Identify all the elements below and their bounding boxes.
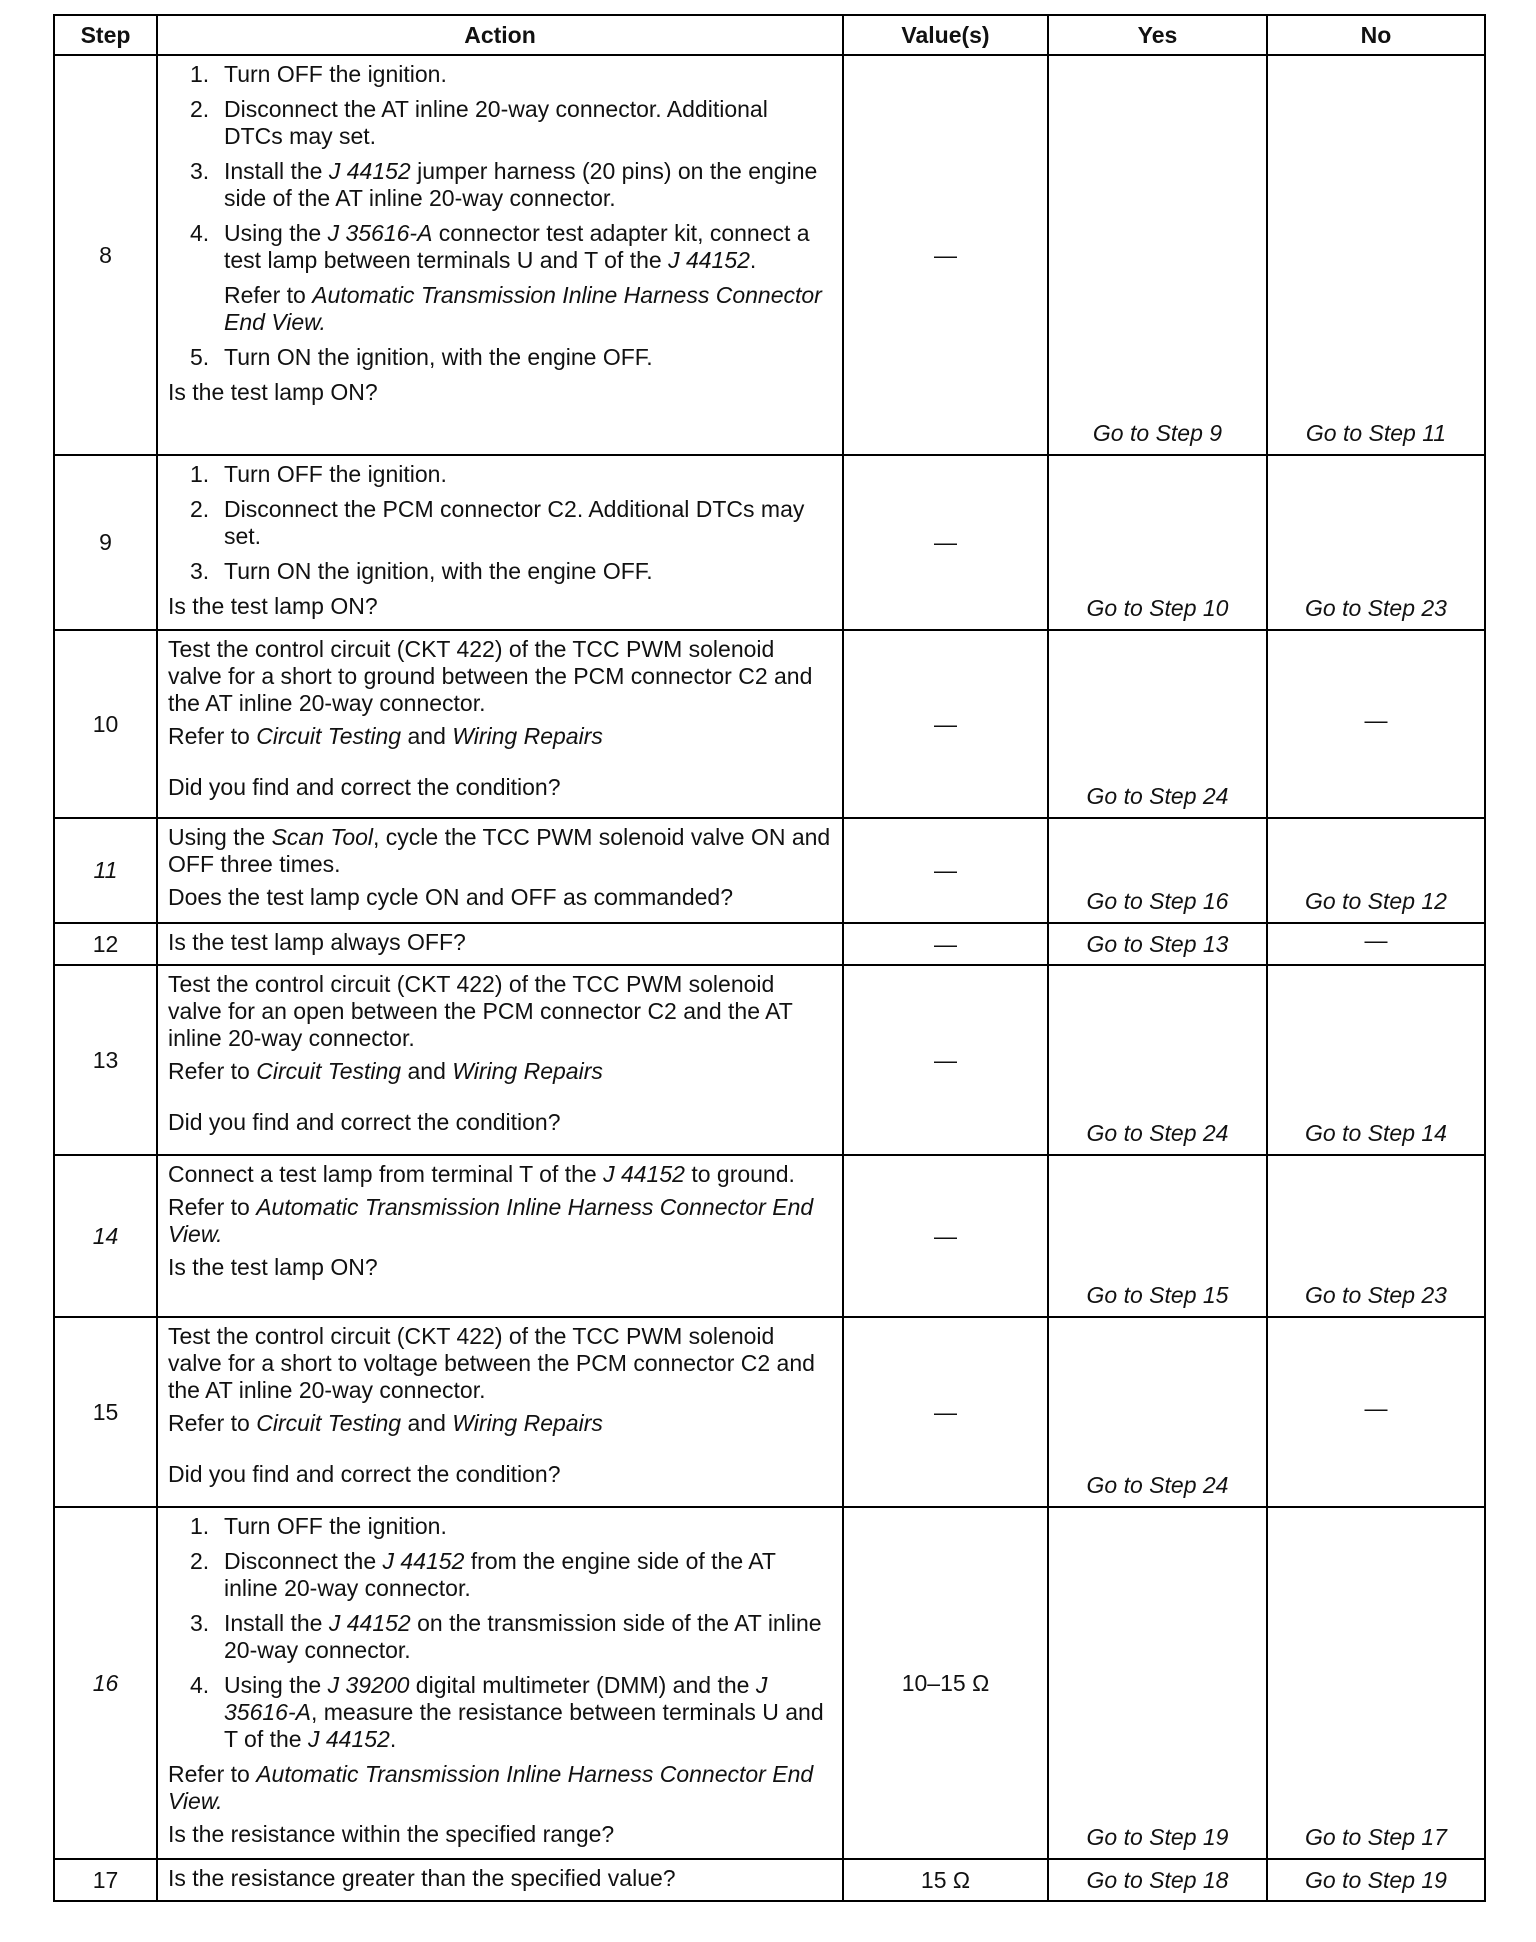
- refer-note: Refer to Automatic Transmission Inline Harness Connector End View.: [224, 282, 822, 335]
- question-text: Did you find and correct the condition?: [168, 774, 561, 800]
- table-row: [54, 965, 1485, 1155]
- table-row: [54, 1155, 1485, 1317]
- step-number: 14: [54, 1155, 157, 1317]
- action-cell: [157, 630, 843, 818]
- table-row: [54, 55, 1485, 455]
- action-text: Test the control circuit (CKT 422) of the TCC PWM solenoid valve for a short to ground between the PCM connector C2 and the AT inline 20-way connector.: [168, 636, 813, 716]
- header-step: Step: [54, 15, 157, 55]
- action-cell: [157, 1507, 843, 1859]
- list-item: 4. Using the J 35616-A connector test adapter kit, connect a test lamp between terminals U and T of the J 44152.: [190, 220, 810, 273]
- table-header-row: [54, 15, 1485, 55]
- refer-note: Refer to Circuit Testing and Wiring Repairs: [168, 1410, 603, 1436]
- yes-cell: Go to Step 15: [1048, 1155, 1267, 1317]
- no-cell: Go to Step 23: [1267, 455, 1485, 630]
- no-cell: —: [1267, 1317, 1485, 1507]
- table-row: [54, 818, 1485, 923]
- value-cell: 15 Ω: [843, 1859, 1048, 1901]
- list-item-text: Turn ON the ignition, with the engine OFF.: [224, 558, 653, 584]
- no-cell: Go to Step 11: [1267, 55, 1485, 455]
- step-number: 8: [54, 55, 157, 455]
- list-item: 2. Disconnect the PCM connector C2. Additional DTCs may set.: [190, 496, 805, 549]
- step-number: 15: [54, 1317, 157, 1507]
- question-text: Is the resistance greater than the specified value?: [168, 1865, 676, 1891]
- list-item: 2. Disconnect the AT inline 20-way connector. Additional DTCs may set.: [190, 96, 768, 149]
- refer-note: Refer to Circuit Testing and Wiring Repairs: [168, 723, 603, 749]
- action-cell: [157, 1155, 843, 1317]
- action-text: Test the control circuit (CKT 422) of the TCC PWM solenoid valve for an open between the PCM connector C2 and the AT inline 20-way connector.: [168, 971, 793, 1051]
- value-cell: —: [843, 965, 1048, 1155]
- list-item-text: Install the J 44152 on the transmission side of the AT inline 20-way connector.: [224, 1610, 822, 1663]
- question-text: Did you find and correct the condition?: [168, 1109, 561, 1135]
- action-text: Connect a test lamp from terminal T of the J 44152 to ground.: [168, 1161, 795, 1187]
- table-row: [54, 1859, 1485, 1901]
- list-item-text: Turn OFF the ignition.: [224, 61, 447, 87]
- action-cell: [157, 1859, 843, 1901]
- step-number: 12: [54, 923, 157, 965]
- value-cell: —: [843, 55, 1048, 455]
- table-row: [54, 630, 1485, 818]
- no-cell: Go to Step 17: [1267, 1507, 1485, 1859]
- step-number: 13: [54, 965, 157, 1155]
- step-number: 11: [54, 818, 157, 923]
- yes-cell: Go to Step 24: [1048, 630, 1267, 818]
- list-item: 4. Using the J 39200 digital multimeter (DMM) and the J 35616-A, measure the resistance between terminals U and T of the J 44152.: [190, 1672, 824, 1752]
- list-item-text: Using the J 35616-A connector test adapter kit, connect a test lamp between terminals U and T of the J 44152.: [224, 220, 810, 273]
- list-item: 1. Turn OFF the ignition.: [190, 1513, 447, 1539]
- value-cell: —: [843, 455, 1048, 630]
- no-cell: —: [1267, 923, 1485, 965]
- header-action: Action: [157, 15, 843, 55]
- diagnostic-table: [53, 14, 1486, 1902]
- list-item-text: Install the J 44152 jumper harness (20 pins) on the engine side of the AT inline 20-way connector.: [224, 158, 818, 211]
- yes-cell: Go to Step 18: [1048, 1859, 1267, 1901]
- action-cell: [157, 55, 843, 455]
- action-cell: [157, 818, 843, 923]
- list-item: 5. Turn ON the ignition, with the engine OFF.: [190, 344, 653, 370]
- question-text: Is the test lamp ON?: [168, 379, 378, 405]
- refer-note: Refer to Automatic Transmission Inline Harness Connector End View.: [168, 1194, 814, 1247]
- list-item-text: Turn OFF the ignition.: [224, 461, 447, 487]
- yes-cell: Go to Step 24: [1048, 965, 1267, 1155]
- action-text: Test the control circuit (CKT 422) of the TCC PWM solenoid valve for a short to voltage between the PCM connector C2 and the AT inline 20-way connector.: [168, 1323, 815, 1403]
- list-item: 3. Install the J 44152 on the transmission side of the AT inline 20-way connector.: [190, 1610, 822, 1663]
- step-number: 17: [54, 1859, 157, 1901]
- table-row: [54, 923, 1485, 965]
- step-number: 16: [54, 1507, 157, 1859]
- table-row: [54, 1317, 1485, 1507]
- action-cell: [157, 1317, 843, 1507]
- yes-cell: Go to Step 24: [1048, 1317, 1267, 1507]
- value-cell: —: [843, 923, 1048, 965]
- value-cell: 10–15 Ω: [843, 1507, 1048, 1859]
- action-cell: [157, 965, 843, 1155]
- question-text: Is the test lamp ON?: [168, 593, 378, 619]
- question-text: Did you find and correct the condition?: [168, 1461, 561, 1487]
- list-item-text: Turn OFF the ignition.: [224, 1513, 447, 1539]
- no-cell: Go to Step 12: [1267, 818, 1485, 923]
- no-cell: —: [1267, 630, 1485, 818]
- diagnostic-table-page: [53, 14, 1484, 1902]
- list-item: 1. Turn OFF the ignition.: [190, 461, 447, 487]
- action-cell: [157, 455, 843, 630]
- list-item: 3. Install the J 44152 jumper harness (20 pins) on the engine side of the AT inline 20-way connector.: [190, 158, 818, 211]
- no-cell: Go to Step 23: [1267, 1155, 1485, 1317]
- question-text: Does the test lamp cycle ON and OFF as commanded?: [168, 884, 734, 910]
- refer-note: Refer to Automatic Transmission Inline Harness Connector End View.: [168, 1761, 814, 1814]
- list-item: 3. Turn ON the ignition, with the engine OFF.: [190, 558, 653, 584]
- step-number: 10: [54, 630, 157, 818]
- header-values: Value(s): [843, 15, 1048, 55]
- value-cell: —: [843, 630, 1048, 818]
- list-item-text: Using the J 39200 digital multimeter (DMM) and the J 35616-A, measure the resistance between terminals U and T of the J 44152.: [224, 1672, 824, 1752]
- list-item-text: Disconnect the J 44152 from the engine side of the AT inline 20-way connector.: [224, 1548, 776, 1601]
- no-cell: Go to Step 19: [1267, 1859, 1485, 1901]
- header-yes: Yes: [1048, 15, 1267, 55]
- list-item-text: Disconnect the AT inline 20-way connector. Additional DTCs may set.: [224, 96, 768, 149]
- value-cell: —: [843, 1155, 1048, 1317]
- table-row: [54, 1507, 1485, 1859]
- no-cell: Go to Step 14: [1267, 965, 1485, 1155]
- action-text: Using the Scan Tool, cycle the TCC PWM solenoid valve ON and OFF three times.: [168, 824, 831, 877]
- question-text: Is the test lamp always OFF?: [168, 929, 466, 955]
- refer-note: Refer to Circuit Testing and Wiring Repairs: [168, 1058, 603, 1084]
- table-row: [54, 455, 1485, 630]
- step-number: 9: [54, 455, 157, 630]
- question-text: Is the resistance within the specified range?: [168, 1821, 615, 1847]
- yes-cell: Go to Step 16: [1048, 818, 1267, 923]
- value-cell: —: [843, 1317, 1048, 1507]
- yes-cell: Go to Step 13: [1048, 923, 1267, 965]
- action-cell: [157, 923, 843, 965]
- list-item: 1. Turn OFF the ignition.: [190, 61, 447, 87]
- yes-cell: Go to Step 9: [1048, 55, 1267, 455]
- yes-cell: Go to Step 19: [1048, 1507, 1267, 1859]
- list-item: 2. Disconnect the J 44152 from the engine side of the AT inline 20-way connector.: [190, 1548, 776, 1601]
- yes-cell: Go to Step 10: [1048, 455, 1267, 630]
- list-item-text: Turn ON the ignition, with the engine OFF.: [224, 344, 653, 370]
- header-no: No: [1267, 15, 1485, 55]
- value-cell: —: [843, 818, 1048, 923]
- list-item-text: Disconnect the PCM connector C2. Additional DTCs may set.: [224, 496, 805, 549]
- question-text: Is the test lamp ON?: [168, 1254, 378, 1280]
